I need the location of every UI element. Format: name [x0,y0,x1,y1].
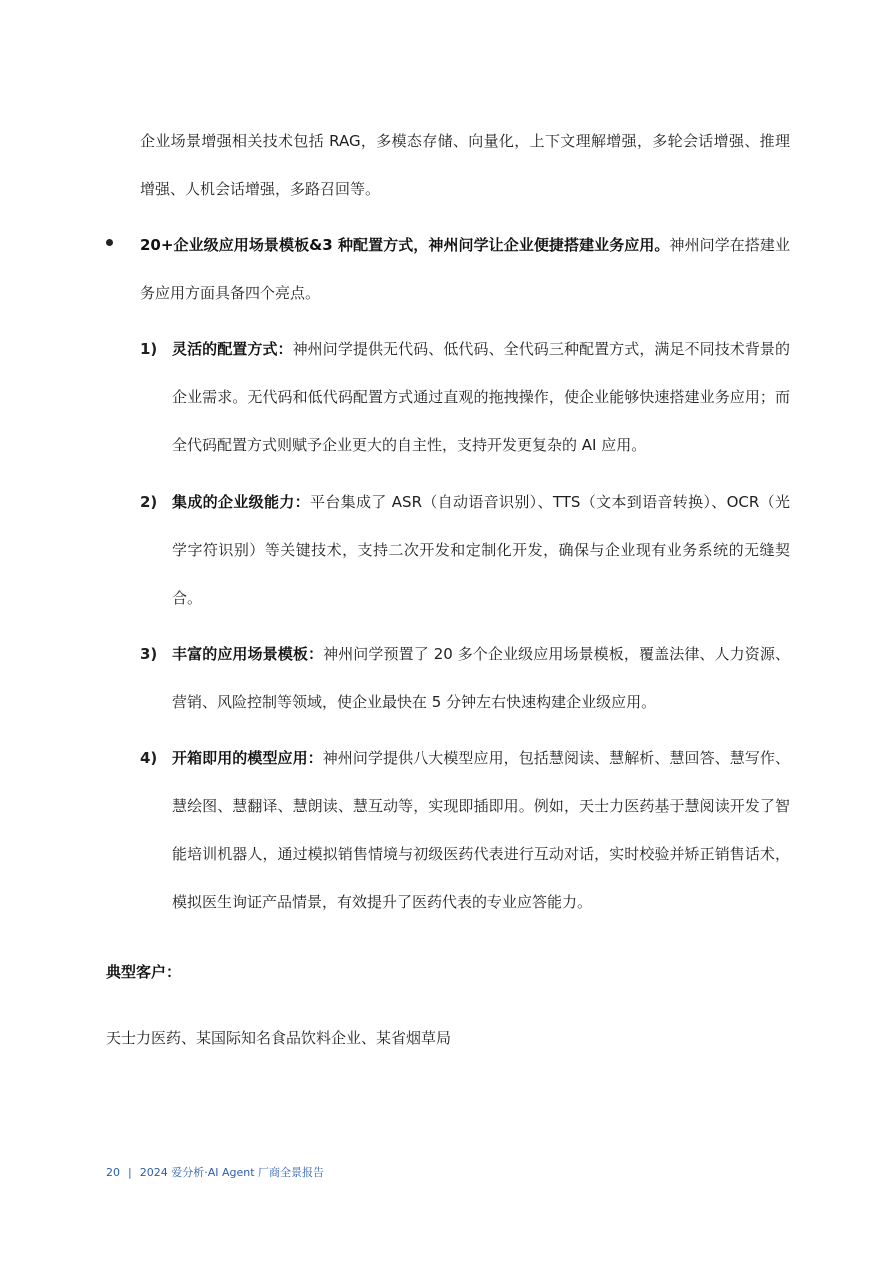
page-footer [106,1163,324,1183]
footer-separator: | [128,1166,132,1179]
item-paragraph [172,734,790,926]
bullet-dot-icon [106,239,113,246]
item-number: 1) [140,340,158,358]
customer-list: 天士力医药、某国际知名食品饮料企业、某省烟草局 [106,1029,452,1047]
item-title: 开箱即用的模型应用： [172,749,323,767]
bullet-item [106,221,790,317]
item-body: 神州问学提供八大模型应用，包括慧阅读、慧解析、慧回答、慧写作、慧绘图、慧翻译、慧朗读、慧互动等，实现即插即用。例如，天士力医药基于慧阅读开发了智能培训机器人，通过模拟销售情境与初级医药代表进行互动对话，实时校验并矫正销售话术，模拟医生询证产品情景，有效提升了医药代表的专业应答能力。 [172,749,790,911]
item-title: 集成的企业级能力： [172,493,311,511]
bullet-bold-heading: 20+企业级应用场景模板&3 种配置方式，神州问学让企业便捷搭建业务应用。 [140,236,670,254]
item-body: 神州问学预置了 20 多个企业级应用场景模板，覆盖法律、人力资源、营销、风险控制等领域，使企业最快在 5 分钟左右快速构建企业级应用。 [172,645,790,711]
page-number: 20 [106,1166,120,1179]
numbered-item-3 [140,630,790,726]
item-paragraph [172,630,790,726]
bullet-body-text: 神州问学在搭建业务应用方面具备四个亮点。 [140,236,790,302]
typical-customers-heading: 典型客户： [106,963,182,981]
item-title: 丰富的应用场景模板： [172,645,324,663]
item-paragraph [172,478,790,622]
item-paragraph [172,325,790,469]
bullet-paragraph [140,221,790,317]
item-title: 灵活的配置方式： [172,340,293,358]
item-number: 3) [140,645,158,663]
numbered-item-1 [140,325,790,469]
item-number: 2) [140,493,158,511]
intro-paragraph: 企业场景增强相关技术包括 RAG，多模态存储、向量化，上下文理解增强，多轮会话增强、推理增强、人机会话增强，多路召回等。 [140,132,790,198]
item-body: 神州问学提供无代码、低代码、全代码三种配置方式，满足不同技术背景的企业需求。无代码和低代码配置方式通过直观的拖拽操作，使企业能够快速搭建业务应用；而全代码配置方式则赋予企业更大的自主性，支持开发更复杂的 AI 应用。 [172,340,790,454]
numbered-item-4 [140,734,790,926]
item-body: 平台集成了 ASR（自动语音识别）、TTS（文本到语音转换）、OCR（光学字符识别）等关键技术，支持二次开发和定制化开发，确保与企业现有业务系统的无缝契合。 [172,493,790,607]
numbered-item-2 [140,478,790,622]
report-title: 2024 爱分析·AI Agent 厂商全景报告 [139,1166,325,1179]
item-number: 4) [140,749,158,767]
